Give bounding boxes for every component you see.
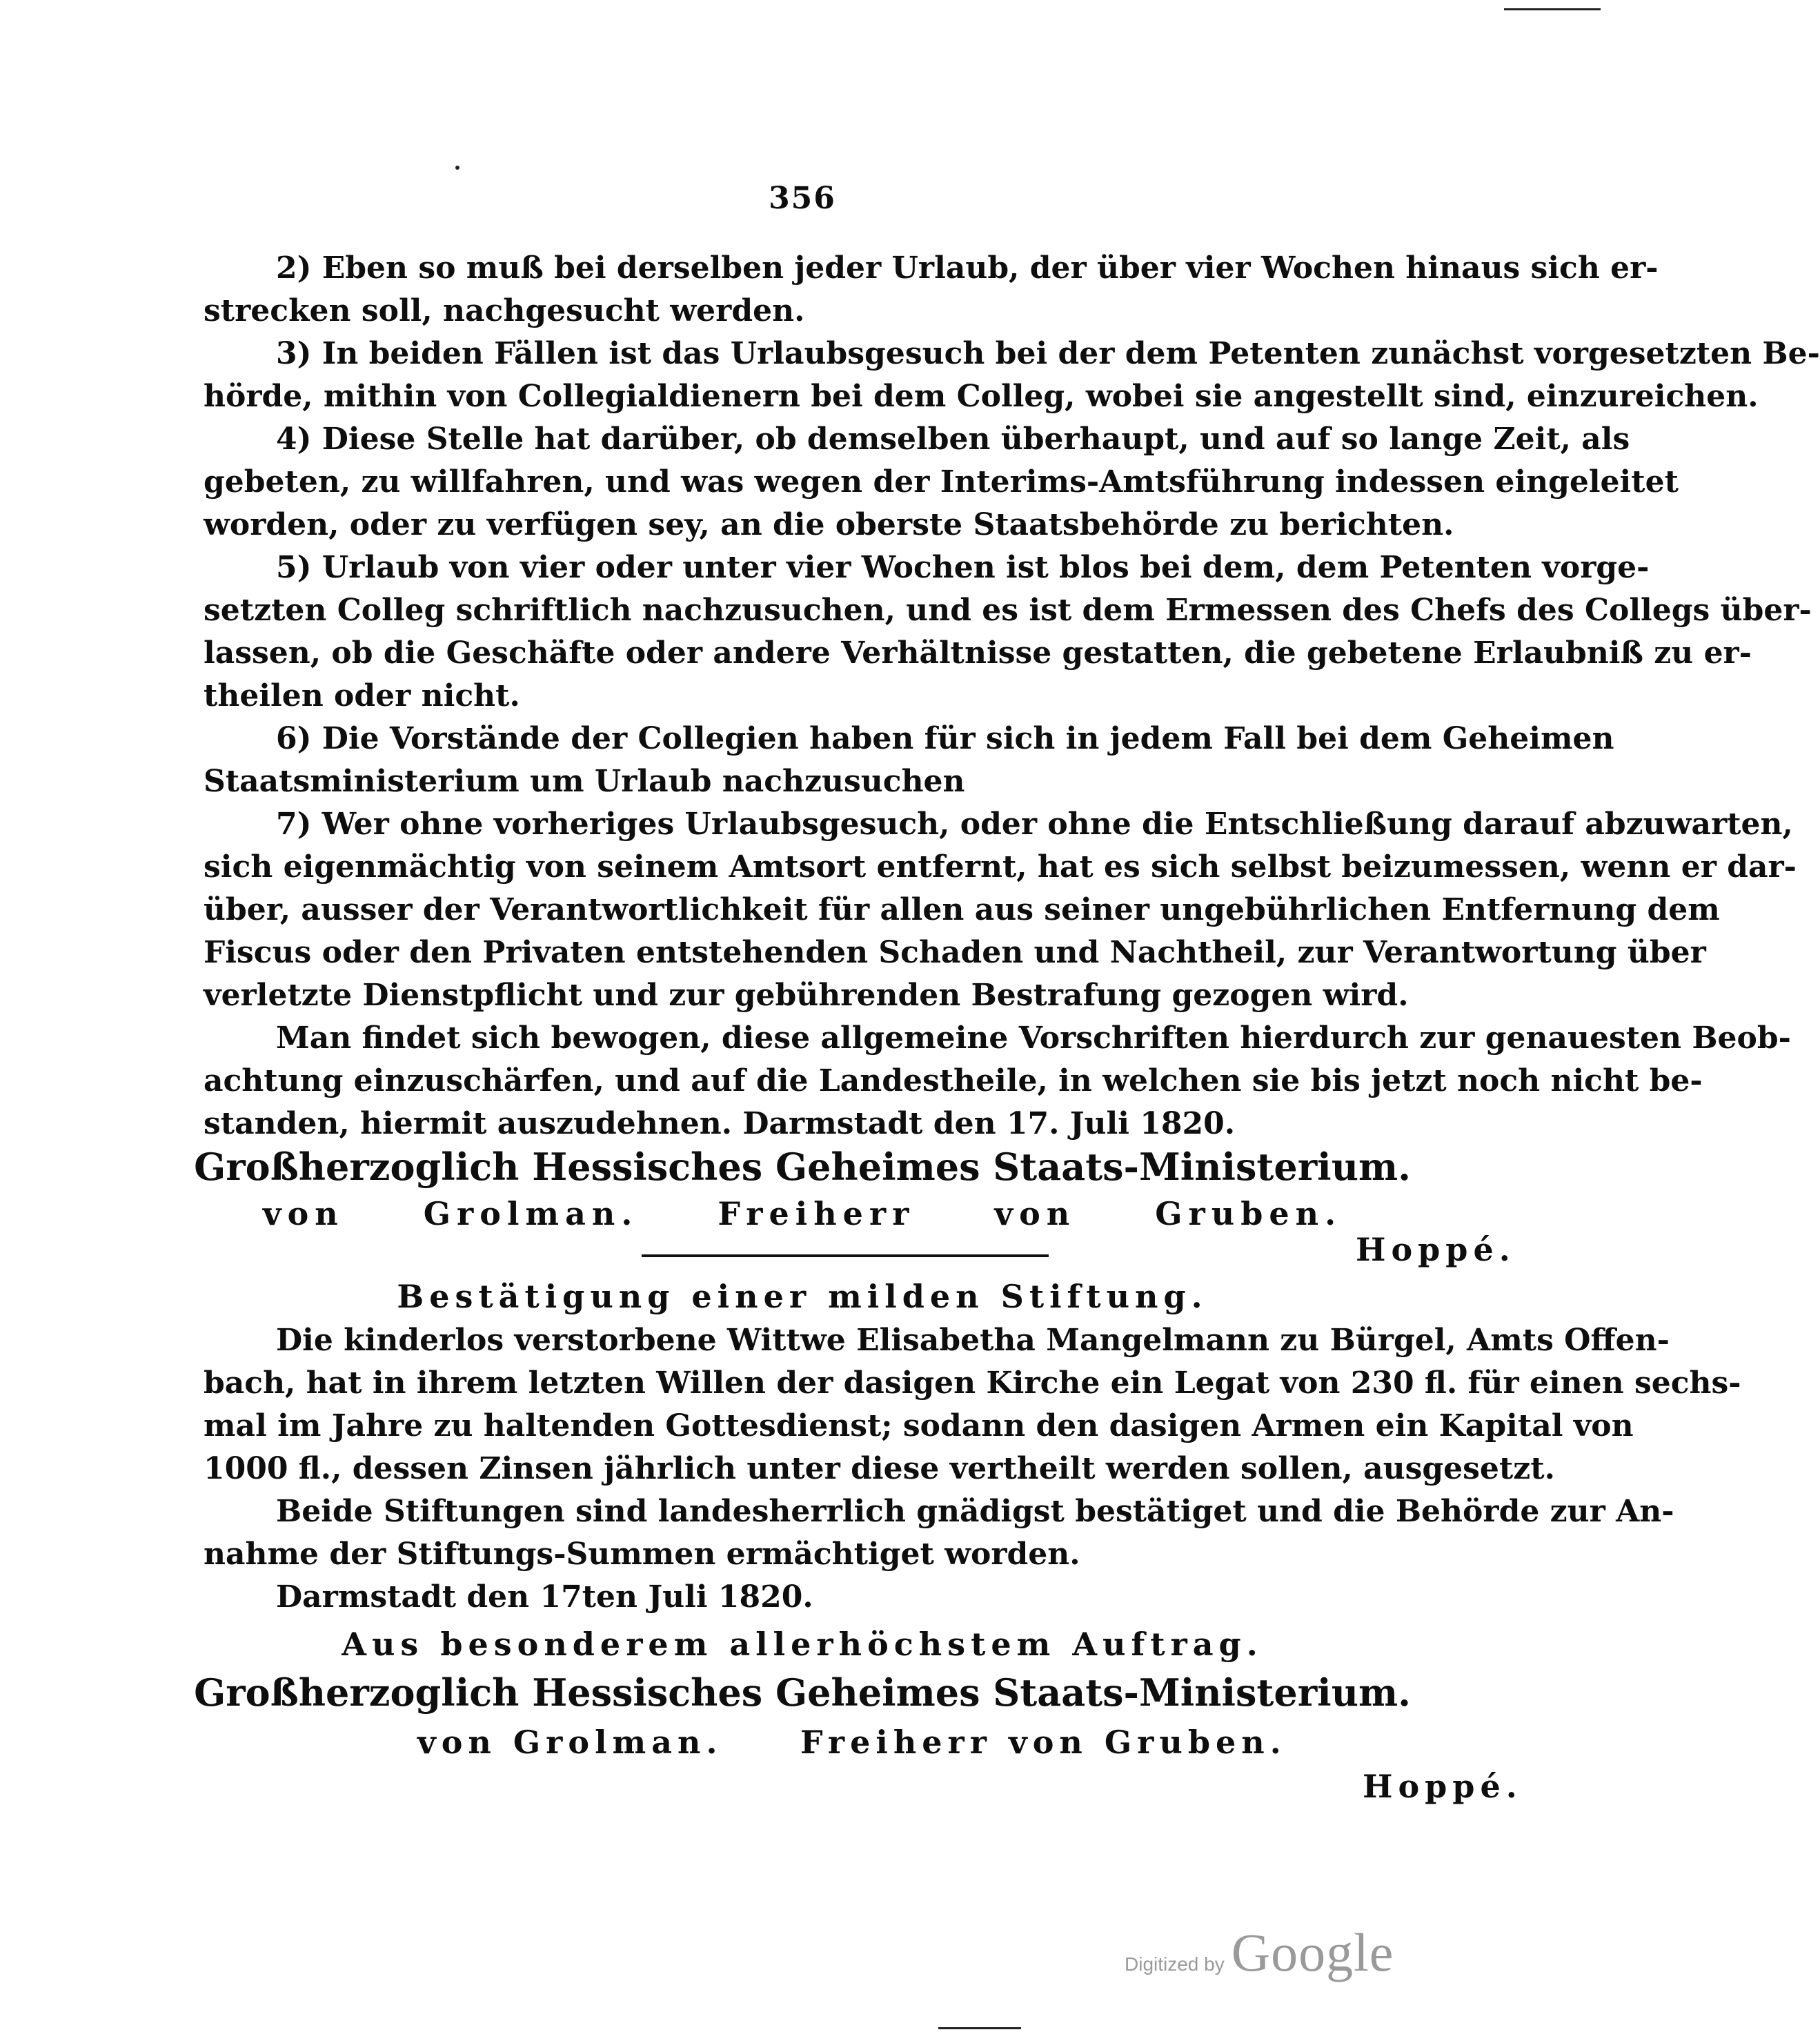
scan-edge-mark — [1504, 8, 1601, 10]
order-line: Aus besonderem allerhöchstem Auftrag. — [342, 1626, 1263, 1663]
text-line: bach, hat in ihrem letzten Willen der dasigen Kirche ein Legat von 230 fl. für einen sechs- — [204, 1365, 1741, 1401]
section-divider — [642, 1254, 1049, 1257]
text-line: Man findet sich bewogen, diese allgemeine Vorschriften hierdurch zur genauesten Beob- — [276, 1020, 1791, 1056]
text-line: 2) Eben so muß bei derselben jeder Urlaub, der über vier Wochen hinaus sich er- — [276, 250, 1659, 286]
text-line: Beide Stiftungen sind landesherrlich gnädigst bestätiget und die Behörde zur An- — [276, 1494, 1674, 1529]
text-line: sich eigenmächtig von seinem Amtsort entfernt, hat es sich selbst beizumessen, wenn er dar- — [204, 849, 1797, 885]
countersignature: Hoppé. — [1363, 1768, 1523, 1805]
signatory-names: von Grolman. Freiherr von Gruben. — [262, 1195, 1343, 1232]
ministry-heading: Großherzoglich Hessisches Geheimes Staats-Ministerium. — [194, 1145, 1411, 1189]
text-line: über, ausser der Verantwortlichkeit für allen aus seiner ungebührlichen Entfernung dem — [204, 892, 1720, 927]
text-line: nahme der Stiftungs-Summen ermächtiget worden. — [204, 1537, 1080, 1572]
google-logo: Google — [1231, 1922, 1394, 1982]
ministry-heading: Großherzoglich Hessisches Geheimes Staats-Ministerium. — [194, 1670, 1411, 1715]
scan-bottom-mark — [938, 2027, 1021, 2029]
text-line: strecken soll, nachgesucht werden. — [204, 293, 805, 328]
text-line: 1000 fl., dessen Zinsen jährlich unter diese vertheilt werden sollen, ausgesetzt. — [204, 1451, 1555, 1486]
signatory-name-left: von Grolman. — [417, 1724, 723, 1761]
scan-dust-dot — [455, 166, 459, 170]
text-line: Darmstadt den 17ten Juli 1820. — [276, 1579, 813, 1615]
text-line: theilen oder nicht. — [204, 678, 520, 713]
text-line: 7) Wer ohne vorheriges Urlaubsgesuch, oder ohne die Entschließung darauf abzuwarten, — [276, 807, 1793, 842]
section-title: Bestätigung einer milden Stiftung. — [397, 1278, 1208, 1315]
page-number: 356 — [769, 181, 836, 216]
text-line: setzten Colleg schriftlich nachzusuchen, und es ist dem Ermessen des Chefs des Collegs über- — [204, 593, 1812, 628]
text-line: verletzte Dienstpflicht und zur gebührenden Bestrafung gezogen wird. — [204, 978, 1409, 1013]
text-line: standen, hiermit auszudehnen. Darmstadt den 17. Juli 1820. — [204, 1106, 1236, 1141]
text-line: 3) In beiden Fällen ist das Urlaubsgesuch bei der dem Petenten zunächst vorgesetzten Be- — [276, 336, 1820, 371]
text-line: 6) Die Vorstände der Collegien haben für sich in jedem Fall bei dem Geheimen — [276, 721, 1614, 756]
countersignature: Hoppé. — [1356, 1231, 1516, 1268]
text-line: lassen, ob die Geschäfte oder andere Verhältnisse gestatten, die gebetene Erlaubniß zu er- — [204, 635, 1752, 671]
text-line: achtung einzuschärfen, und auf die Landestheile, in welchen sie bis jetzt noch nicht be- — [204, 1063, 1703, 1098]
text-line: 4) Diese Stelle hat darüber, ob demselben überhaupt, und auf so lange Zeit, als — [276, 422, 1630, 457]
text-line: mal im Jahre zu haltenden Gottesdienst; sodann den dasigen Armen ein Kapital von — [204, 1408, 1634, 1443]
digitized-watermark — [1125, 1922, 1394, 1984]
text-line: Staatsministerium um Urlaub nachzusuchen — [204, 764, 965, 799]
watermark-prefix: Digitized by — [1125, 1953, 1225, 1975]
text-line: hörde, mithin von Collegialdienern bei dem Colleg, wobei sie angestellt sind, einzureichen. — [204, 379, 1759, 414]
text-line: Die kinderlos verstorbene Wittwe Elisabetha Mangelmann zu Bürgel, Amts Offen- — [276, 1323, 1670, 1358]
text-line: gebeten, zu willfahren, und was wegen der Interims-Amtsführung indessen eingeleitet — [204, 464, 1679, 500]
signatory-name-right: Freiherr von Gruben. — [800, 1724, 1287, 1761]
text-line: Fiscus oder den Privaten entstehenden Schaden und Nachtheil, zur Verantwortung über — [204, 935, 1706, 970]
text-line: worden, oder zu verfügen sey, an die oberste Staatsbehörde zu berichten. — [204, 507, 1454, 542]
text-line: 5) Urlaub von vier oder unter vier Wochen ist blos bei dem, dem Petenten vorge- — [276, 550, 1650, 585]
